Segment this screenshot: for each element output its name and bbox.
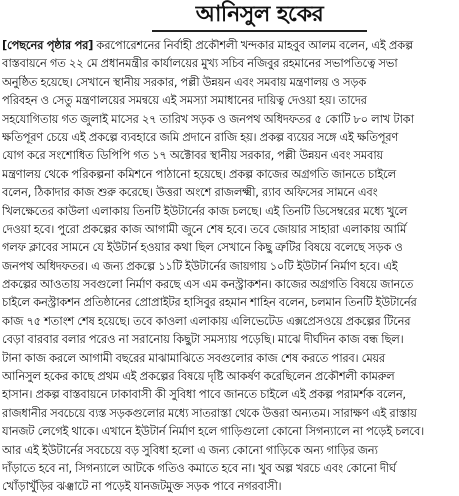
text-line: রাজধানীর সবচেয়ে ব্যস্ত সড়কগুলোর মধ্যে সাতরাস্তা থেকে উত্তরা অন্যতম। সারাক্ষণ এই রাস্তায় bbox=[2, 405, 417, 420]
text-line: বলেন, ঠিকাদার কাজ শুরু করেছে। উত্তরা অংশে রাজলক্ষ্মী, র‌্যাব অফিসের সামনে এবং bbox=[2, 185, 378, 200]
text-line: পরিবহন ও সেতু মন্ত্রণালয়ের সমন্বয়ে এই সমস্যা সমাধানের দায়িত্ব দেওয়া হয়। তাদের bbox=[2, 93, 367, 108]
text-line: চাইলে কনস্ট্রাকশন প্রতিষ্ঠানের প্রোপ্রাইটর হাসিবুর রহমান শাহিন বলেন, চলমান তিনটি ইউটার্নের bbox=[2, 295, 417, 310]
article-header bbox=[2, 0, 455, 34]
text-line: গলফ ক্লাবের সামনে যে ইউটার্ন হওয়ার কথা ছিল সেখানে কিছু ত্রুটির বিষয়ে বলেছে সড়ক ও bbox=[2, 240, 403, 255]
headline: আনিসুল হকের bbox=[195, 2, 324, 27]
text-line bbox=[2, 36, 455, 54]
text-line: কাজ ৭৫ শতাংশ শেষ হয়েছে। তবে কাওলা এলাকায় এলিভেটেড এক্সপ্রেসওয়ে প্রকল্পের টিনের bbox=[2, 313, 411, 328]
text-line: ক্ষতিপূরণ চেয়ে এই প্রকল্পে ব্যবহারে জমি প্রদানে রাজি হয়। প্রকল্প ব্যয়ের সঙ্গে এই ক্ষতিপূরণ bbox=[2, 129, 398, 144]
text-line: দাঁড়াতে হবে না, সিগন্যালে আটকে গতিও কমাতে হবে না। খুব অল্প খরচে এবং কোনো দীর্ঘ bbox=[2, 460, 396, 475]
text-line: অনুষ্ঠিত হয়েছে। সেখানে স্থানীয় সরকার, পল্লী উন্নয়ন এবং সমবায় মন্ত্রণালয় ও সড়ক bbox=[2, 74, 366, 89]
text-line: সহযোগিতায় গত জুলাই মাসের ২৭ তারিখ সড়ক ও জনপথ অধিদফতর ৫ কোটি ৮০ লাখ টাকা bbox=[2, 111, 414, 126]
article-body bbox=[2, 36, 455, 496]
continued-from-tag: [পেছনের পৃষ্ঠার পর] bbox=[2, 38, 94, 52]
text-line: যানজট লেগেই থাকে। এখানে ইউটার্ন নির্মাণ হলে গাড়িগুলো কোনো সিগন্যালে না পড়েই চলবে। bbox=[2, 424, 424, 439]
text-line-content: করপোরেশনের নির্বাহী প্রকৌশলী খন্দকার মাহবুব আলম বলেন, এই প্রকল্প bbox=[93, 38, 413, 52]
text-line: যোগ করে সংশোধিত ডিপিপি গত ১৭ অক্টোবর স্থানীয় সরকার, পল্লী উন্নয়ন এবং সমবায় bbox=[2, 148, 383, 163]
text-line: জনপথ অধিদফতর। এ জন্য প্রকল্পে ১১টি ইউটার্নের জায়গায় ১০টি ইউটার্ন নির্মাণ হবে। এই bbox=[2, 258, 398, 273]
text-line: আনিসুল হকের কাছে প্রথম এই প্রকল্পের বিষয়ে দৃষ্টি আকর্ষণ করেছিলেন প্রকৌশলী কামরুল bbox=[2, 369, 395, 384]
text-line: আর এই ইউটার্নের সবচেয়ে বড় সুবিধা হলো এ জন্য কোনো গাড়িকে অন্য গাড়ির জন্য bbox=[2, 442, 378, 457]
text-line: খিলক্ষেতের কাউলা এলাকায় তিনটি ইউটার্নের কাজ চলছে। এই তিনটি ডিসেম্বরের মধ্যে খুলে bbox=[2, 203, 408, 218]
text-line: টানা কাজ করলে আগামী বছরের মাঝামাঝিতে সবগুলোর কাজ শেষ করতে পারব। মেয়র bbox=[2, 350, 385, 365]
text-line: প্রকল্পের আওতায় সবগুলো নির্মাণ করছে এস এম কনস্ট্রাকশন। কাজের অগ্রগতি বিষয়ে জানতে bbox=[2, 277, 414, 292]
text-line: বাস্তবায়নে গত ২২ মে প্রধানমন্ত্রীর কার্যালয়ের মুখ্য সচিব নজিবুর রহমানের সভাপতিত্বে সভা bbox=[2, 56, 398, 71]
text-line: দেওয়া হবে। পুরো প্রকল্পের কাজ আগামী জুনে শেষ হবে। তবে জোয়ার সাহারা এলাকায় আর্মি bbox=[2, 221, 407, 236]
text-line: মন্ত্রণালয় থেকে পরিকল্পনা কমিশনে পাঠানো হয়েছে। প্রকল্প কাজের অগ্রগতি জানতে চাইলে bbox=[2, 166, 396, 181]
text-line: হাসান। প্রকল্প বাস্তবায়নে ঢাকাবাসী কী সুবিধা পাবে জানতে চাইলে এই প্রকল্প পরামর্শক বলেন, bbox=[2, 387, 406, 402]
text-line: খোঁড়াখুঁড়ির ঝঞ্ঝাটে না পড়েই যানজটমুক্ত সড়ক পাবে নগরবাসী। bbox=[2, 479, 282, 494]
text-line: বেড়া বারবার বলার পরেও না সরানোয় কিছুটা সমস্যায় পড়েছি। মাঝে দীর্ঘদিন কাজ বন্ধ ছিল। bbox=[2, 332, 404, 347]
headline-underline bbox=[152, 30, 367, 32]
